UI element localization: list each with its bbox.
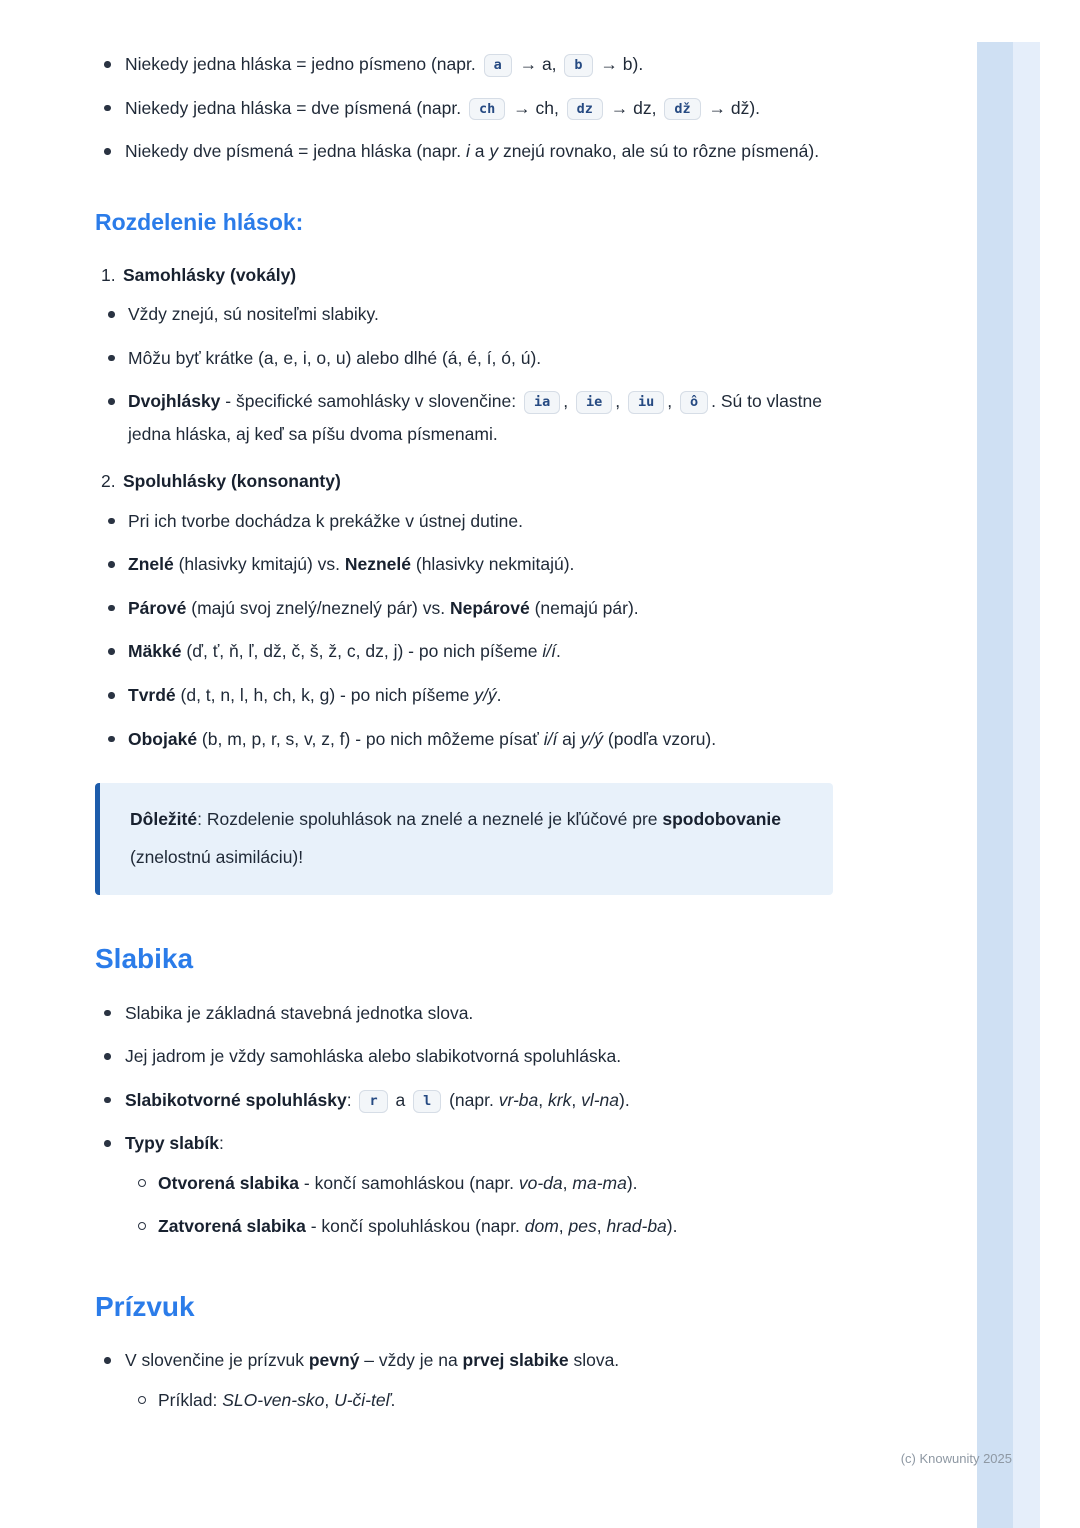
italic-text: SLO-ven-sko — [222, 1389, 325, 1410]
text-run: Vždy znejú, sú nositeľmi slabiky. — [128, 304, 379, 325]
document-content — [95, 48, 833, 1417]
text-run: Niekedy dve písmená = jedna hláska (napr. — [125, 141, 466, 162]
text-run: - končí spoluhláskou (napr. — [305, 1216, 525, 1237]
list-item — [95, 679, 833, 712]
italic-text: hrad-ba — [606, 1216, 667, 1237]
list-item — [125, 1210, 833, 1243]
text-run: - špecifické samohlásky v slovenčine: — [220, 391, 521, 412]
text-run: . — [390, 1389, 396, 1410]
list-item-text — [158, 1216, 678, 1236]
text-run: – vždy je na — [359, 1350, 463, 1371]
bold-text: Nepárové — [449, 597, 530, 618]
bold-text: Spoluhlásky (konsonanty) — [123, 471, 341, 492]
text-run: . Sú to vlastne jedna hláska, aj keď sa píšu dvoma písmenami. — [128, 391, 822, 444]
list-item-text — [125, 1350, 619, 1370]
text-run: slova. — [568, 1350, 620, 1371]
italic-text: ma-ma — [572, 1172, 627, 1193]
bold-text: Typy slabík — [125, 1133, 220, 1154]
inline-code-badge: dž — [664, 98, 700, 121]
inline-code-badge: dz — [567, 98, 603, 121]
inline-code-badge: ô — [680, 391, 708, 414]
bold-text: Samohlásky (vokály) — [123, 264, 297, 285]
italic-text: vo-da — [518, 1172, 563, 1193]
list-item — [95, 635, 833, 668]
list-item — [95, 48, 833, 81]
italic-text: U-či-teľ — [334, 1389, 391, 1410]
text-run: znejú rovnako, ale sú to rôzne písmená). — [498, 141, 820, 162]
text-run: Príklad: — [158, 1389, 223, 1410]
text-run: Môžu byť krátke (a, e, i, o, u) alebo dlhé (á, é, í, ó, ú). — [128, 347, 542, 368]
italic-text: i — [465, 141, 470, 162]
bold-text: Mäkké — [128, 641, 182, 662]
text-run: → dž). — [703, 97, 761, 118]
text-run: - končí samohláskou (napr. — [299, 1172, 519, 1193]
inline-code-badge: ch — [469, 98, 505, 121]
text-run: (znelostnú asimiláciu)! — [130, 846, 304, 867]
slabika-list — [95, 997, 833, 1243]
text-run: → ch, — [508, 97, 564, 118]
text-run: a — [390, 1089, 411, 1110]
bold-text: Neznelé — [344, 554, 411, 575]
list-item-text — [125, 1046, 621, 1066]
bold-text: Znelé — [128, 554, 174, 575]
text-run: , — [563, 391, 573, 412]
text-run: Pri ich tvorbe dochádza k prekážke v ústnej dutine. — [128, 510, 523, 531]
list-item — [95, 1084, 833, 1117]
list-item-text — [128, 729, 716, 749]
list-item — [95, 1344, 833, 1416]
text-run: (hlasivky nekmitajú). — [411, 554, 575, 575]
text-run: : — [346, 1089, 357, 1110]
italic-text: vl-na — [581, 1089, 619, 1110]
list-item-text — [125, 98, 760, 118]
italic-text: y/ý — [474, 685, 497, 705]
text-run: , — [538, 1089, 548, 1110]
text-run: (b, m, p, r, s, v, z, f) - po nich môžeme písať — [197, 728, 544, 749]
ordered-item-label — [123, 471, 341, 491]
list-item — [95, 298, 833, 331]
text-run: ). — [666, 1216, 678, 1237]
list-item — [95, 723, 833, 756]
list-item-text — [158, 1390, 395, 1410]
list-item-text — [125, 1003, 473, 1023]
text-run: V slovenčine je prízvuk — [125, 1350, 309, 1371]
ordered-item-heading — [95, 259, 833, 292]
list-item — [95, 548, 833, 581]
inline-code-badge: b — [564, 54, 592, 77]
list-item-text — [125, 1133, 224, 1153]
ordered-item-heading — [95, 465, 833, 498]
list-item — [95, 505, 833, 538]
sub-list — [125, 1167, 833, 1243]
list-item-text — [128, 598, 639, 618]
italic-text: krk — [548, 1089, 572, 1110]
list-item — [125, 1384, 833, 1417]
prizvuk-list — [95, 1344, 833, 1416]
italic-text: i/í — [542, 641, 557, 662]
inline-code-badge: l — [413, 1090, 441, 1113]
text-run: Niekedy jedna hláska = dve písmená (napr. — [125, 97, 466, 118]
text-run: → dz, — [605, 97, 662, 118]
scrollbar-track[interactable] — [977, 42, 1013, 1528]
bold-text: Dvojhlásky — [128, 391, 221, 412]
text-run: , — [558, 1216, 569, 1237]
list-item — [95, 385, 833, 450]
bold-text: prvej slabike — [462, 1350, 569, 1371]
bold-text: Párové — [128, 597, 187, 618]
list-item — [95, 1040, 833, 1073]
list-item — [95, 1127, 833, 1243]
list-item-text — [125, 54, 643, 74]
text-run: , — [596, 1216, 607, 1237]
list-item-text — [128, 685, 502, 705]
italic-text: y/ý — [580, 728, 604, 749]
list-item — [95, 997, 833, 1030]
bold-text: Slabikotvorné spoluhlásky — [125, 1089, 347, 1110]
text-run: Jej jadrom je vždy samohláska alebo slabikotvorná spoluhláska. — [125, 1046, 622, 1067]
text-run: (hlasivky kmitajú) vs. — [173, 554, 345, 575]
inline-code-badge: r — [359, 1090, 387, 1113]
text-run: aj — [557, 728, 581, 749]
text-run: a — [469, 141, 490, 162]
page-edge-strip — [1013, 42, 1040, 1528]
text-run: (podľa vzoru). — [603, 728, 717, 749]
bold-text: pevný — [308, 1350, 360, 1371]
callout-text — [130, 809, 781, 867]
inline-code-badge: ia — [524, 391, 560, 414]
list-item — [95, 135, 833, 168]
text-run: . — [556, 641, 561, 662]
text-run: ). — [619, 1089, 630, 1110]
text-run: , — [571, 1089, 582, 1110]
ordered-item-number: 2. — [101, 471, 116, 492]
list-item — [125, 1167, 833, 1200]
inline-code-badge: a — [484, 54, 512, 77]
bold-text: Obojaké — [128, 728, 198, 749]
bold-text: Zatvorená slabika — [158, 1216, 306, 1237]
inline-code-badge: ie — [576, 391, 612, 414]
list-item-text — [128, 511, 523, 531]
list-item-text — [125, 141, 819, 161]
ordered-item-spoluhlasky — [95, 465, 833, 755]
text-run: → a, — [514, 54, 562, 74]
text-run: : — [219, 1133, 224, 1154]
text-run: (napr. — [444, 1089, 499, 1110]
text-run: : Rozdelenie spoluhlások na znelé a neznelé je kľúčové pre — [197, 809, 663, 830]
italic-text: i/í — [543, 728, 558, 749]
sub-list — [125, 1384, 833, 1417]
intro-list — [95, 48, 833, 168]
list-item-text — [125, 1090, 630, 1110]
italic-text: vr-ba — [498, 1089, 539, 1110]
bold-text: Otvorená slabika — [158, 1172, 300, 1193]
section-heading-slabika: Slabika — [95, 943, 194, 975]
text-run: ). — [626, 1172, 638, 1193]
list-item-text — [128, 348, 541, 368]
italic-text: pes — [568, 1216, 597, 1237]
ordered-item-number: 1. — [101, 264, 116, 285]
bold-text: spodobovanie — [662, 809, 781, 830]
italic-text: y — [489, 141, 499, 162]
copyright-footer: (c) Knowunity 2025 — [900, 1451, 1012, 1466]
ordered-item-samohlasky — [95, 259, 833, 451]
text-run: Slabika je základná stavebná jednotka slova. — [125, 1002, 474, 1023]
list-item — [95, 342, 833, 375]
text-run: (majú svoj znelý/neznelý pár) vs. — [186, 597, 450, 618]
bold-text: Dôležité — [130, 809, 198, 830]
list-item-text — [128, 641, 561, 661]
inline-code-badge: iu — [628, 391, 664, 414]
text-run: Niekedy jedna hláska = jedno písmeno (napr. — [125, 54, 481, 74]
italic-text: dom — [524, 1216, 559, 1237]
text-run: , — [667, 391, 677, 412]
list-item-text — [128, 304, 379, 324]
text-run: , — [324, 1389, 335, 1410]
section-heading-prizvuk: Prízvuk — [95, 1291, 195, 1323]
text-run: (nemajú pár). — [529, 597, 639, 618]
list-item-text — [158, 1173, 638, 1193]
text-run: , — [562, 1172, 573, 1193]
list-item — [95, 592, 833, 625]
classification-list — [95, 259, 833, 756]
text-run: . — [496, 685, 502, 705]
text-run: (d, t, n, l, h, ch, k, g) - po nich píšeme — [175, 685, 475, 705]
sub-list — [95, 298, 833, 450]
text-run: (ď, ť, ň, ľ, dž, č, š, ž, c, dz, j) - po nich píšeme — [181, 641, 543, 662]
list-item — [95, 92, 833, 125]
ordered-item-label — [123, 265, 296, 285]
callout-important — [95, 783, 833, 895]
bold-text: Tvrdé — [128, 685, 176, 705]
sub-list — [95, 505, 833, 755]
section-heading-rozdelenie-hlasok: Rozdelenie hlások: — [95, 208, 304, 235]
text-run: → b). — [595, 54, 644, 74]
list-item-text — [128, 391, 822, 444]
list-item-text — [128, 554, 574, 574]
text-run: , — [615, 391, 625, 412]
